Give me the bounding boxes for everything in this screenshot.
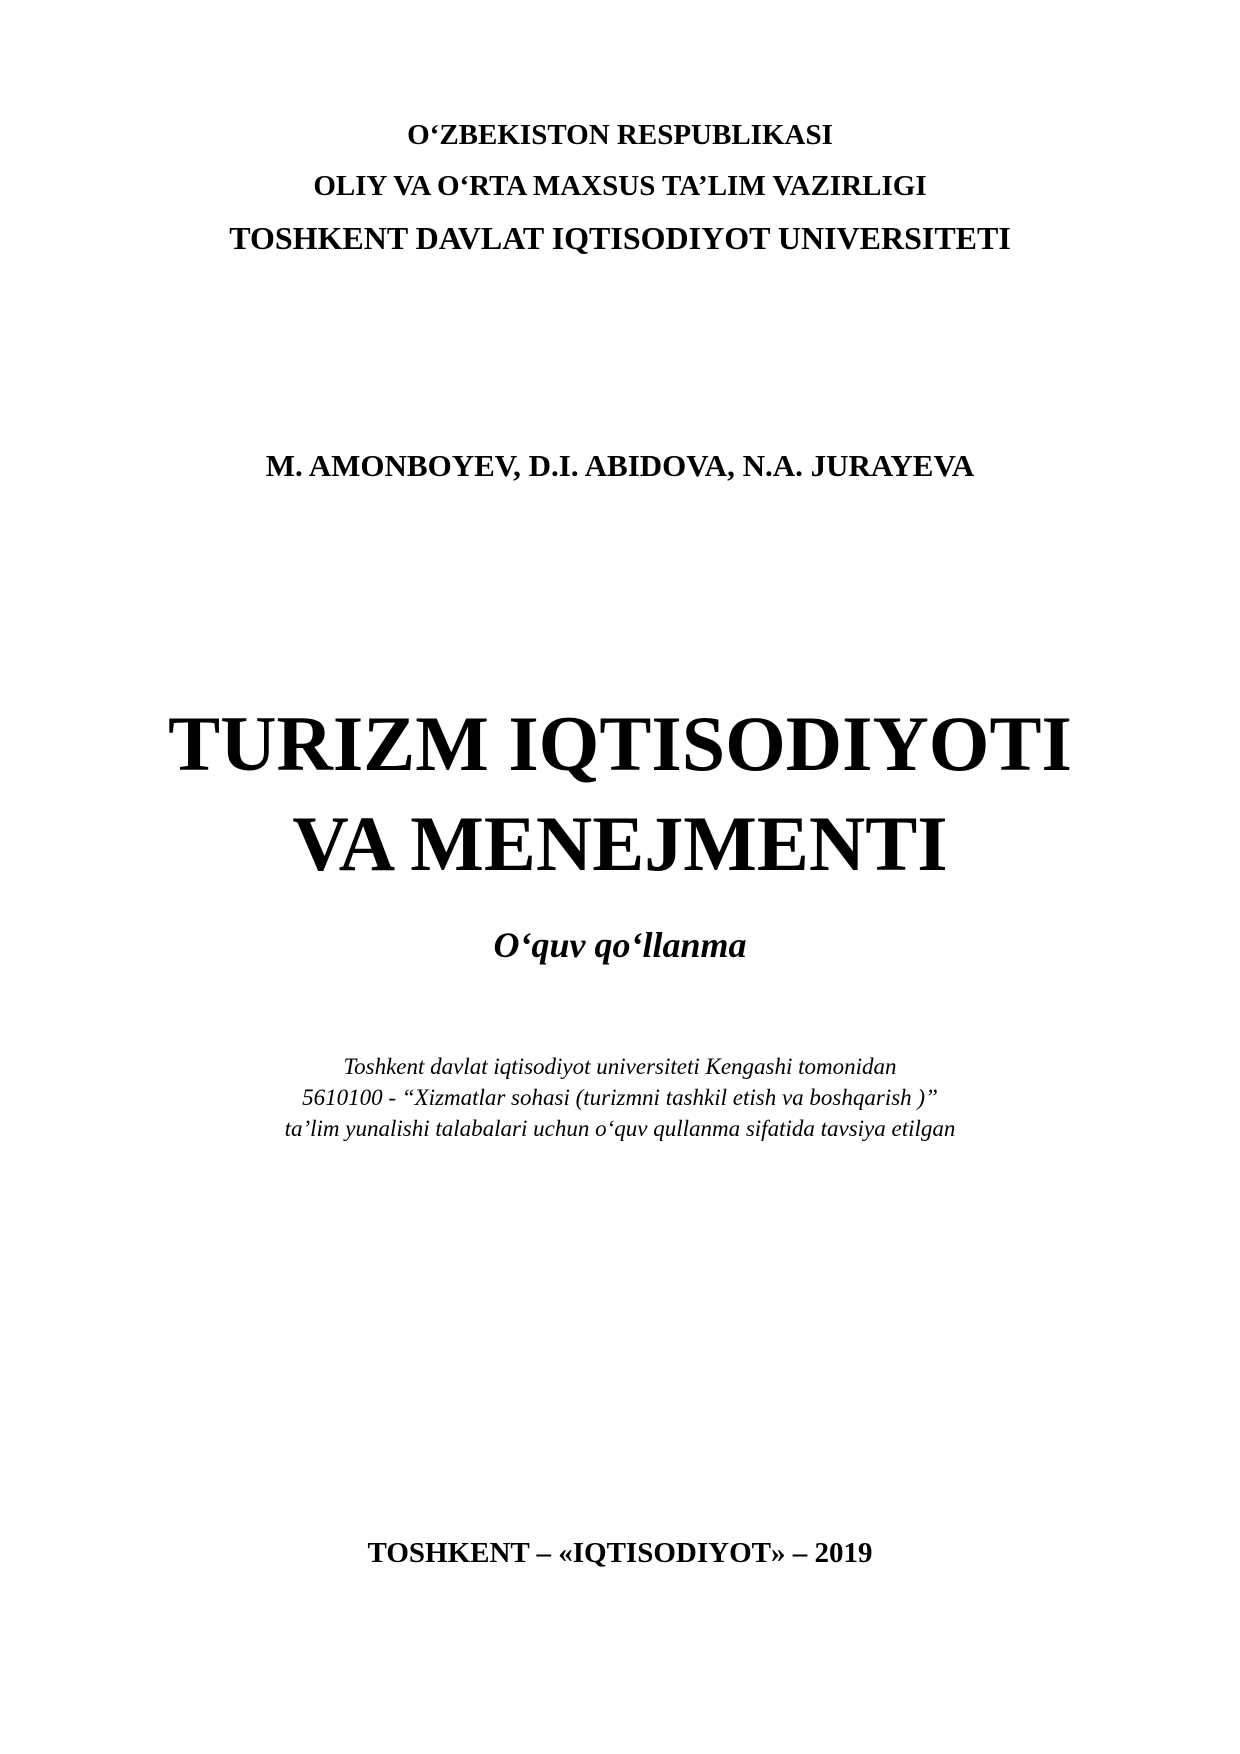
book-title-line-1: TURIZM IQTISODIYOTI — [168, 700, 1072, 787]
authors: M. AMONBOYEV, D.I. ABIDOVA, N.A. JURAYEVA — [265, 448, 975, 483]
approval-note-line-3: ta’lim yunalishi talabalari uchun o‘quv qullanma sifatida tavsiya etilgan — [284, 1116, 956, 1141]
university-header: TOSHKENT DAVLAT IQTISODIYOT UNIVERSITETI — [229, 220, 1011, 256]
approval-note-line-1: Toshkent davlat iqtisodiyot universiteti Kengashi tomonidan — [343, 1054, 897, 1079]
country-header: O‘ZBEKISTON RESPUBLIKASI — [407, 119, 833, 151]
book-subtitle: O‘quv qo‘llanma — [493, 925, 747, 965]
approval-note-line-2: 5610100 - “Xizmatlar sohasi (turizmni tashkil etish va boshqarish )” — [302, 1085, 938, 1110]
ministry-header: OLIY VA O‘RTA MAXSUS TA’LIM VAZIRLIGI — [313, 170, 927, 202]
book-title-line-2: VA MENEJMENTI — [292, 800, 948, 887]
publisher-imprint: TOSHKENT – «IQTISODIYOT» – 2019 — [367, 1537, 873, 1569]
